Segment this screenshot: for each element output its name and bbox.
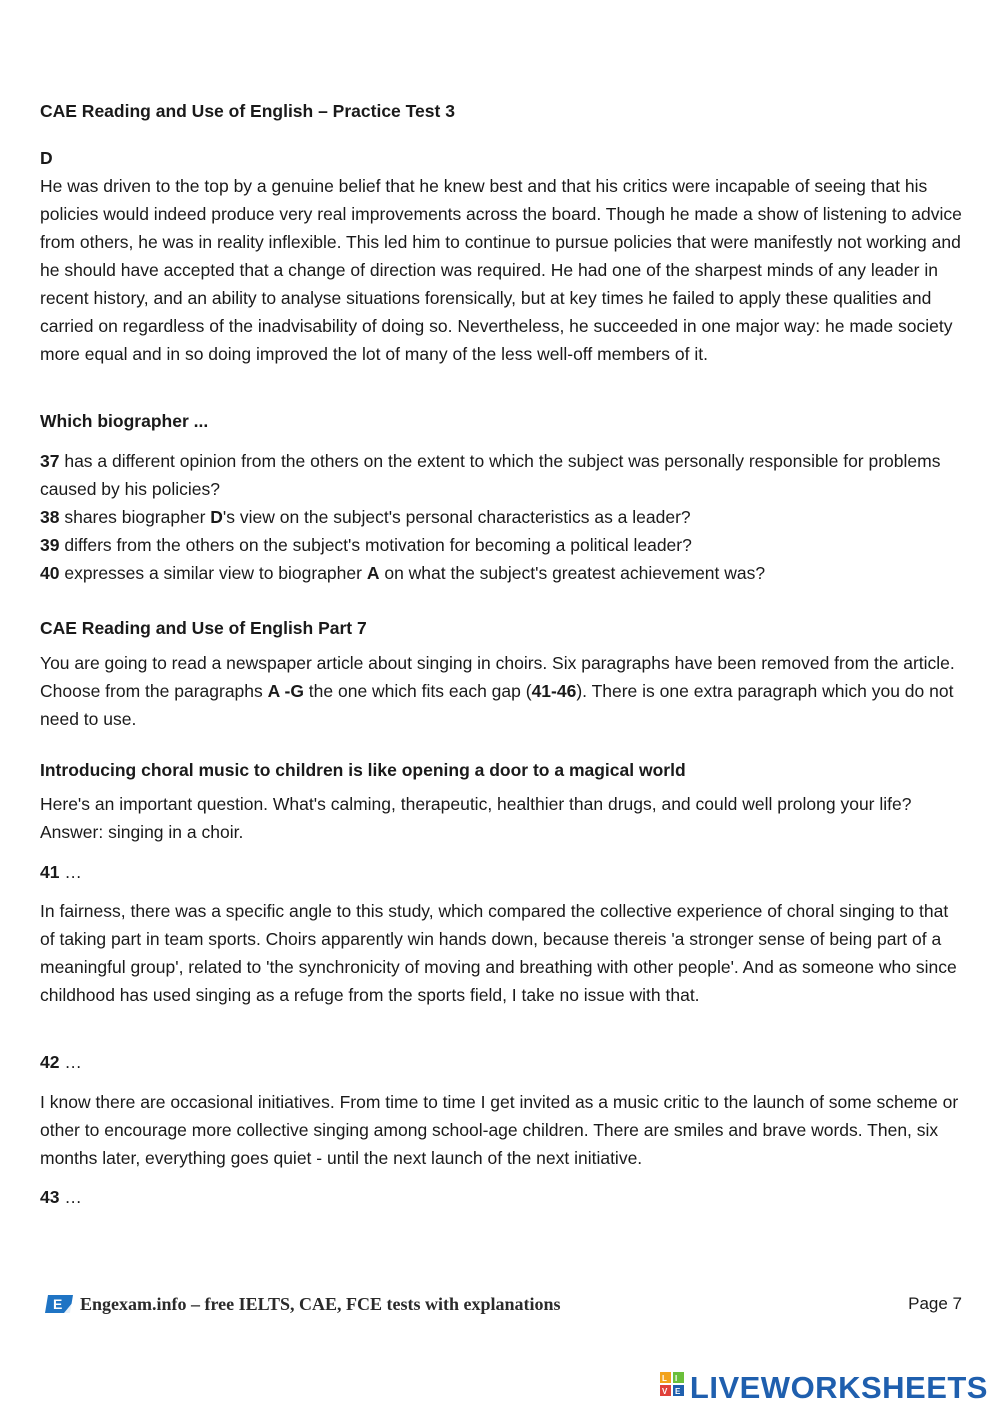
question-item xyxy=(40,531,965,559)
question-bold-ref: D xyxy=(210,507,223,527)
engexam-logo-icon xyxy=(44,1294,74,1314)
article-paragraph xyxy=(40,897,965,1009)
gap-number: 43 xyxy=(40,1187,60,1207)
questions-list xyxy=(40,447,965,587)
article-paragraph xyxy=(40,1088,965,1172)
question-number: 38 xyxy=(40,507,60,527)
questions-heading xyxy=(40,407,965,435)
question-item xyxy=(40,447,965,503)
intro-text-3: ). There is one extra paragraph which you do not need to use. xyxy=(40,681,954,729)
footer-site xyxy=(44,1291,561,1317)
intro-text-2: the one which fits each gap ( xyxy=(303,681,532,701)
svg-text:I: I xyxy=(674,1374,678,1383)
article-headline xyxy=(40,756,965,784)
question-text: expresses a similar view to biographer xyxy=(59,563,367,583)
question-bold-ref: A xyxy=(366,563,380,583)
question-text: has a different opinion from the others on the extent to which the subject was personally responsible for problems caused by his policies? xyxy=(40,451,941,499)
question-number: 39 xyxy=(40,535,60,555)
question-text: shares biographer xyxy=(59,507,211,527)
section-d-label: D xyxy=(40,148,53,168)
gap-ellipsis: … xyxy=(59,1052,82,1072)
question-item xyxy=(40,503,965,531)
part7-heading-text: CAE Reading and Use of English Part 7 xyxy=(40,618,367,638)
document-title: CAE Reading and Use of English – Practice Test 3 xyxy=(40,101,455,121)
svg-text:V: V xyxy=(661,1387,668,1396)
intro-bold-1: A -G xyxy=(267,681,304,701)
section-d-text: He was driven to the top by a genuine belief that he knew best and that his critics were incapable of seeing that his policies would indeed produce very real improvements across the board. Though he made a show of listening to advice from others, he was in reality inflexible. This led him to continue to pursue policies that were manifestly not working and he should have accepted that a change of direction was required. He had one of the sharpest minds of any leader in recent history, and an ability to analyse situations forensically, but at key times he failed to apply these qualities and carried on regardless of the inadvisability of doing so. Nevertheless, he succeeded in one major way: he made society more equal and in so doing improved the lot of many of the less well-off members of it. xyxy=(40,176,962,364)
questions-heading-text: Which biographer ... xyxy=(40,411,209,431)
intro-bold-2: 41-46 xyxy=(531,681,577,701)
question-number: 37 xyxy=(40,451,60,471)
article-paragraph-text: Here's an important question. What's calming, therapeutic, healthier than drugs, and could well prolong your life? Answer: singing in a choir. xyxy=(40,794,912,842)
svg-text:E: E xyxy=(53,1296,63,1312)
liveworksheets-logo-icon xyxy=(660,1370,686,1406)
section-d xyxy=(40,144,965,368)
part7-intro-text xyxy=(40,649,965,733)
gap-number: 42 xyxy=(40,1052,60,1072)
gap-42 xyxy=(40,1048,965,1076)
liveworksheets-watermark xyxy=(660,1370,988,1406)
svg-text:E: E xyxy=(674,1387,681,1396)
article-paragraph-text: I know there are occasional initiatives. From time to time I get invited as a music critic to the launch of some scheme or other to encourage more collective singing among school-age children. There are smiles and brave words. Then, six months later, everything goes quiet - until the next launch of the next initiative. xyxy=(40,1092,959,1168)
liveworksheets-text: LIVEWORKSHEETS xyxy=(689,1370,988,1405)
gap-43 xyxy=(40,1183,965,1211)
gap-number: 41 xyxy=(40,862,60,882)
page-number: Page 7 xyxy=(908,1294,962,1313)
article-paragraph-text: In fairness, there was a specific angle to this study, which compared the collective experience of choral singing to that of taking part in team sports. Choirs apparently win hands down, because thereis 'a stronger sense of being part of a meaningful group', related to 'the synchronicity of moving and breathing with other people'. And as someone who since childhood has used singing as a refuge from the sports field, I take no issue with that. xyxy=(40,901,957,1005)
question-text: differs from the others on the subject's motivation for becoming a political leader? xyxy=(59,535,692,555)
question-text-cont: on what the subject's greatest achievement was? xyxy=(379,563,766,583)
question-text-cont: 's view on the subject's personal characteristics as a leader? xyxy=(222,507,691,527)
intro-text-1: You are going to read a newspaper article about singing in choirs. Six paragraphs have been removed from the article. Choose from the paragraphs xyxy=(40,653,955,701)
part7-intro xyxy=(40,649,965,733)
question-item xyxy=(40,559,965,587)
part7-heading xyxy=(40,614,965,642)
article-paragraph xyxy=(40,790,965,846)
gap-41 xyxy=(40,858,965,886)
gap-ellipsis: … xyxy=(59,862,82,882)
gap-ellipsis: … xyxy=(59,1187,82,1207)
footer-site-text: Engexam.info – free IELTS, CAE, FCE tests with explanations xyxy=(80,1294,561,1314)
question-number: 40 xyxy=(40,563,60,583)
article-headline-text: Introducing choral music to children is like opening a door to a magical world xyxy=(40,760,686,780)
svg-text:L: L xyxy=(661,1374,667,1383)
